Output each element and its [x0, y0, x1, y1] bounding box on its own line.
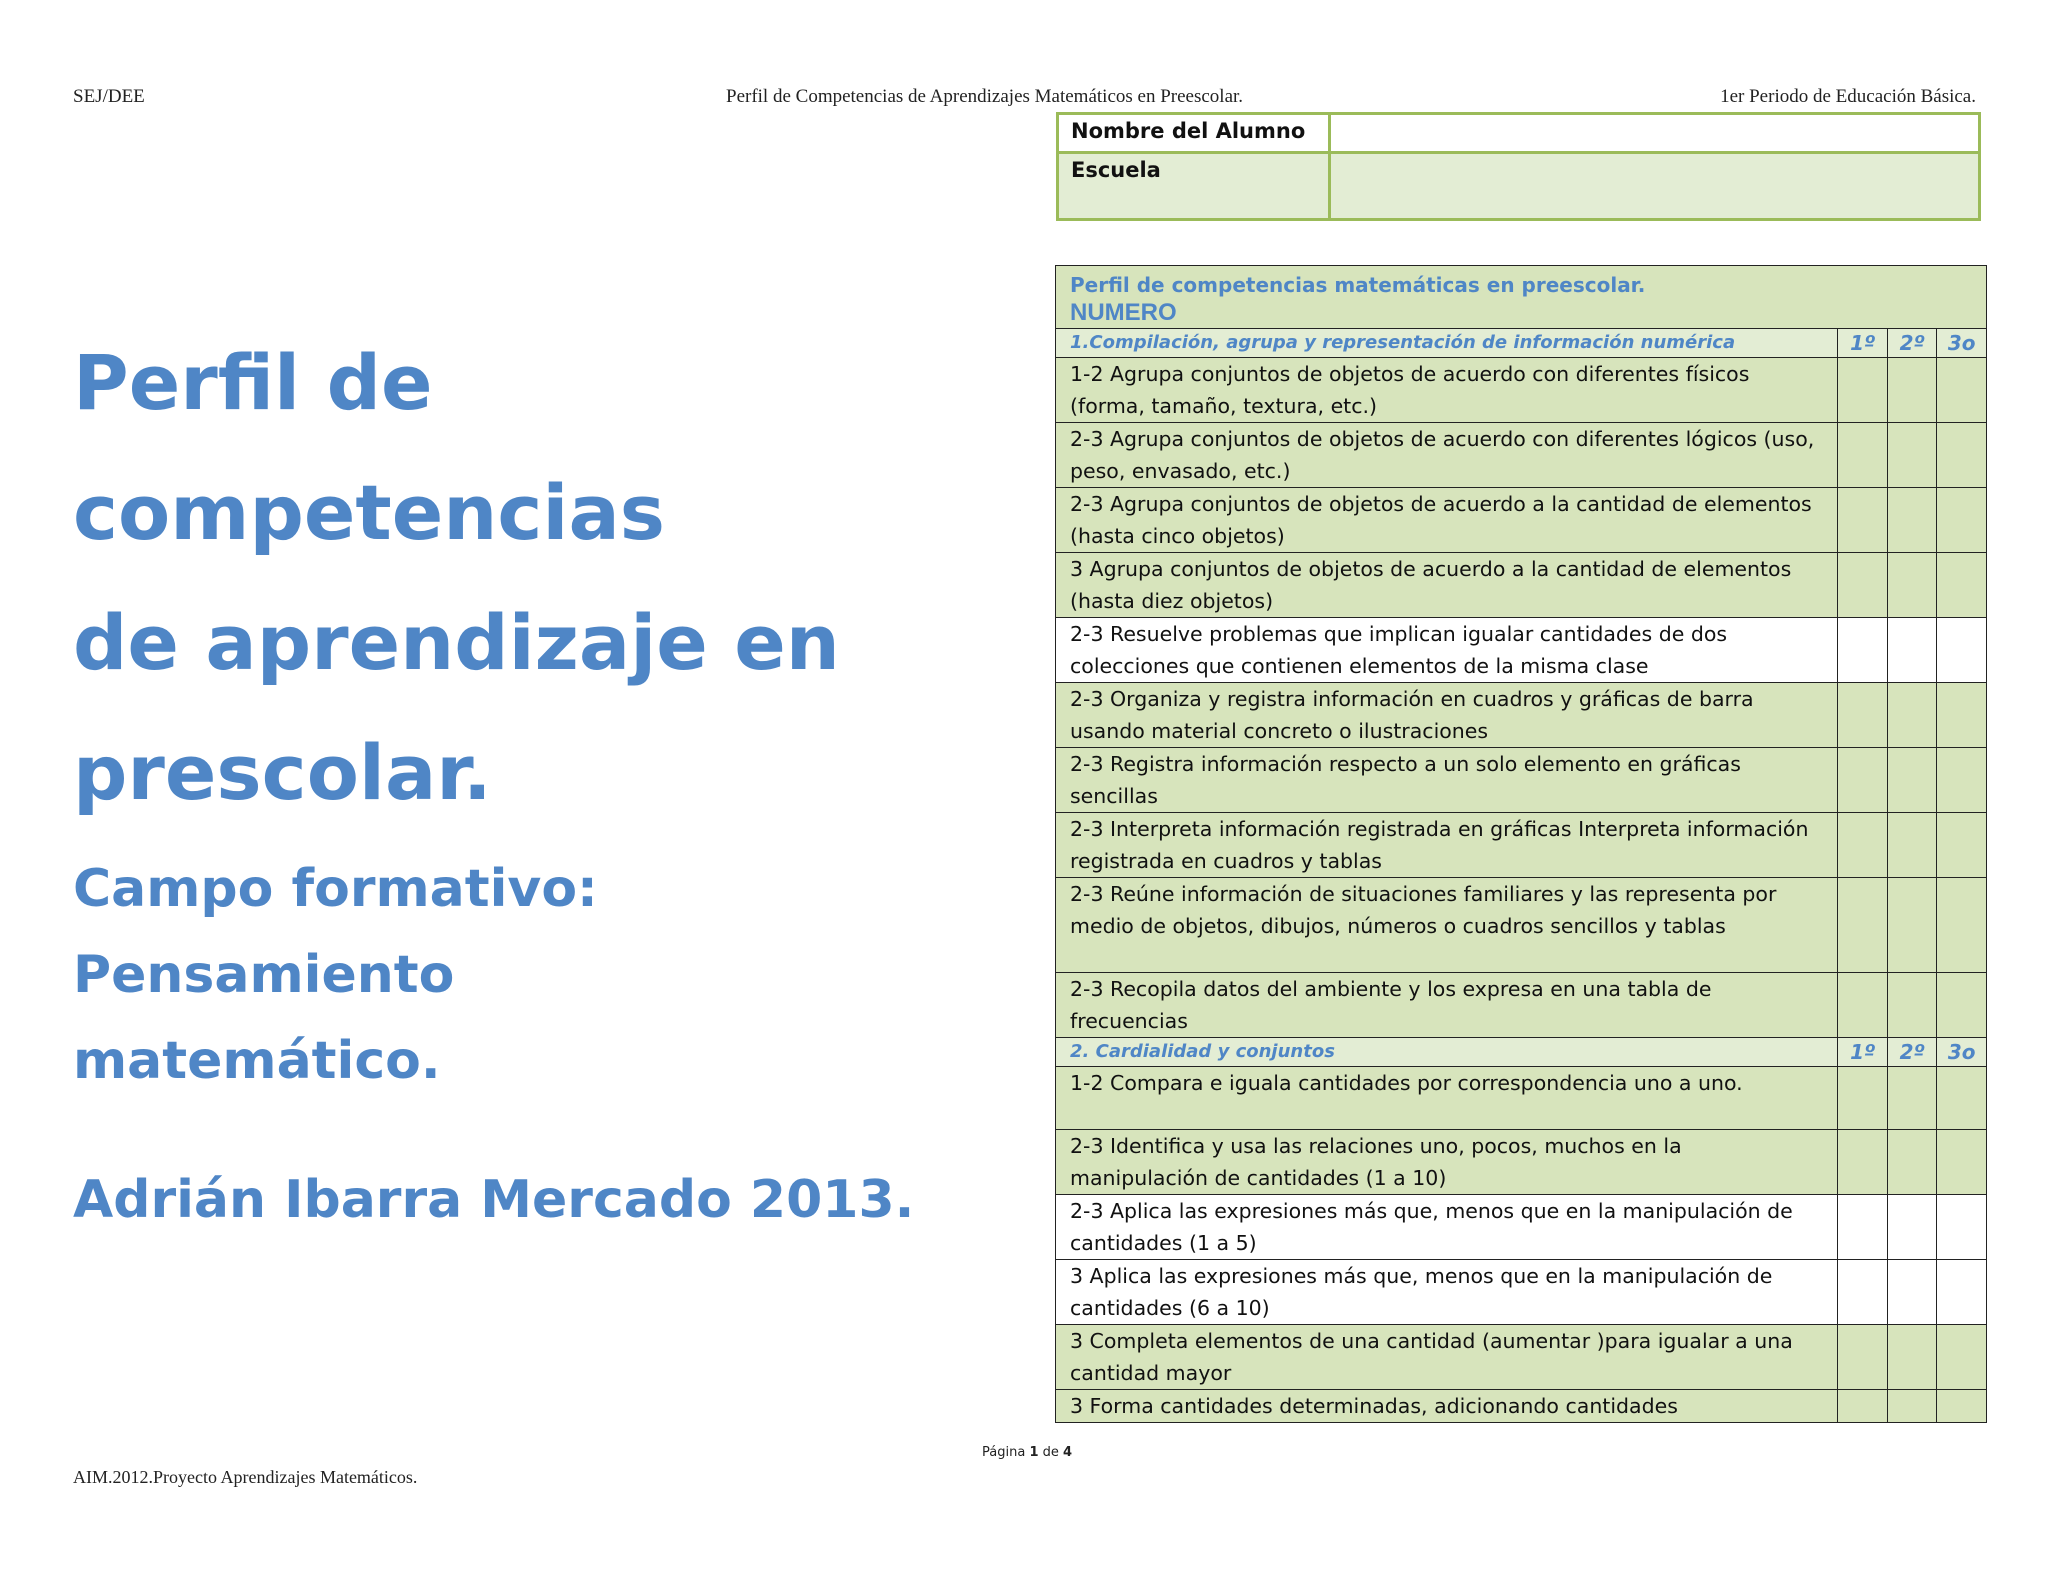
period-2-header: 2º — [1887, 1038, 1937, 1067]
competency-text: 3 Agrupa conjuntos de objetos de acuerdo a la cantidad de elementos (hasta diez objetos) — [1056, 553, 1838, 618]
period-3-header: 3o — [1937, 1038, 1987, 1067]
competency-text: 2-3 Registra información respecto a un solo elemento en gráficas sencillas — [1056, 748, 1838, 813]
student-name-field[interactable] — [1330, 114, 1980, 153]
footer-text: AIM.2012.Proyecto Aprendizajes Matemáticos. — [73, 1467, 418, 1487]
period-2-header: 2º — [1887, 329, 1937, 358]
document-title — [73, 318, 973, 838]
period-1-cell[interactable] — [1838, 748, 1888, 813]
period-1-cell[interactable] — [1838, 1390, 1888, 1423]
period-2-cell[interactable] — [1887, 683, 1937, 748]
period-3-cell[interactable] — [1937, 1067, 1987, 1130]
period-2-cell[interactable] — [1887, 618, 1937, 683]
period-3-cell[interactable] — [1937, 488, 1987, 553]
period-3-cell[interactable] — [1937, 423, 1987, 488]
period-3-cell[interactable] — [1937, 1130, 1987, 1195]
competency-text: 2-3 Recopila datos del ambiente y los expresa en una tabla de frecuencias — [1056, 973, 1838, 1038]
period-3-cell[interactable] — [1937, 813, 1987, 878]
table-row — [1056, 748, 1987, 813]
period-3-cell[interactable] — [1937, 1260, 1987, 1325]
table-row — [1056, 553, 1987, 618]
table-row — [1056, 1195, 1987, 1260]
competency-text: 3 Aplica las expresiones más que, menos que en la manipulación de cantidades (6 a 10) — [1056, 1260, 1838, 1325]
period-2-cell[interactable] — [1887, 553, 1937, 618]
period-2-cell[interactable] — [1887, 813, 1937, 878]
title-line-1: Perfil de competencias — [73, 338, 666, 557]
period-2-cell[interactable] — [1887, 1325, 1937, 1390]
period-2-cell[interactable] — [1887, 1195, 1937, 1260]
period-2-cell[interactable] — [1887, 1130, 1937, 1195]
competency-text: 1-2 Compara e iguala cantidades por correspondencia uno a uno. — [1056, 1067, 1838, 1130]
period-3-cell[interactable] — [1937, 1195, 1987, 1260]
page-number — [982, 1445, 1072, 1460]
period-1-cell[interactable] — [1838, 488, 1888, 553]
competency-text: 3 Completa elementos de una cantidad (aumentar )para igualar a una cantidad mayor — [1056, 1325, 1838, 1390]
period-1-cell[interactable] — [1838, 618, 1888, 683]
student-info-table — [1056, 112, 1981, 221]
competency-text: 2-3 Interpreta información registrada en gráficas Interpreta información registrada en cuadros y tablas — [1056, 813, 1838, 878]
page-of: de — [1042, 1445, 1059, 1460]
student-name-label: Nombre del Alumno — [1058, 114, 1330, 153]
period-2-cell[interactable] — [1887, 1390, 1937, 1423]
competency-text: 2-3 Aplica las expresiones más que, menos que en la manipulación de cantidades (1 a 5) — [1056, 1195, 1838, 1260]
period-3-cell[interactable] — [1937, 358, 1987, 423]
table-row — [1056, 1130, 1987, 1195]
table-row — [1056, 683, 1987, 748]
period-1-header: 1º — [1838, 1038, 1888, 1067]
title-line-2: de aprendizaje en — [73, 598, 840, 687]
table-heading-subtitle: NUMERO — [1070, 299, 1177, 326]
period-2-cell[interactable] — [1887, 1260, 1937, 1325]
period-3-cell[interactable] — [1937, 878, 1987, 973]
page-label: Página — [982, 1445, 1026, 1460]
section-2-title: 2. Cardialidad y conjuntos — [1056, 1038, 1838, 1067]
period-2-cell[interactable] — [1887, 358, 1937, 423]
period-1-cell[interactable] — [1838, 683, 1888, 748]
school-field[interactable] — [1330, 153, 1980, 220]
page-current: 1 — [1029, 1445, 1039, 1460]
competency-text: 1-2 Agrupa conjuntos de objetos de acuerdo con diferentes físicos (forma, tamaño, textura, etc.) — [1056, 358, 1838, 423]
period-3-cell[interactable] — [1937, 973, 1987, 1038]
title-line-3: prescolar. — [73, 728, 492, 817]
competency-text: 2-3 Reúne información de situaciones familiares y las representa por medio de objetos, dibujos, números o cuadros sencillos y tablas — [1056, 878, 1838, 973]
period-1-cell[interactable] — [1838, 878, 1888, 973]
period-3-cell[interactable] — [1937, 618, 1987, 683]
campo-line-2: matemático. — [73, 1031, 441, 1091]
period-1-header: 1º — [1838, 329, 1888, 358]
header-center: Perfil de Competencias de Aprendizajes Matemáticos en Preescolar. — [726, 86, 1244, 107]
period-1-cell[interactable] — [1838, 813, 1888, 878]
section-1-title: 1.Compilación, agrupa y representación de información numérica — [1056, 329, 1838, 358]
header-left: SEJ/DEE — [73, 86, 145, 107]
period-3-cell[interactable] — [1937, 748, 1987, 813]
table-row — [1056, 813, 1987, 878]
period-2-cell[interactable] — [1887, 1067, 1937, 1130]
table-row — [1056, 488, 1987, 553]
table-heading-title: Perfil de competencias matemáticas en preescolar. — [1070, 273, 1646, 297]
table-row — [1056, 1067, 1987, 1130]
competency-text: 2-3 Agrupa conjuntos de objetos de acuerdo a la cantidad de elementos (hasta cinco objetos) — [1056, 488, 1838, 553]
table-row — [1056, 973, 1987, 1038]
table-row — [1056, 358, 1987, 423]
period-2-cell[interactable] — [1887, 423, 1937, 488]
period-1-cell[interactable] — [1838, 423, 1888, 488]
competency-text: 3 Forma cantidades determinadas, adicionando cantidades — [1056, 1390, 1838, 1423]
campo-line-1: Campo formativo: Pensamiento — [73, 859, 598, 1005]
period-2-cell[interactable] — [1887, 488, 1937, 553]
competency-text: 2-3 Agrupa conjuntos de objetos de acuerdo con diferentes lógicos (uso, peso, envasado, etc.) — [1056, 423, 1838, 488]
period-3-cell[interactable] — [1937, 683, 1987, 748]
competency-text: 2-3 Organiza y registra información en cuadros y gráficas de barra usando material concreto o ilustraciones — [1056, 683, 1838, 748]
page-total: 4 — [1063, 1445, 1073, 1460]
school-label: Escuela — [1058, 153, 1330, 220]
table-row — [1056, 1260, 1987, 1325]
period-1-cell[interactable] — [1838, 973, 1888, 1038]
period-1-cell[interactable] — [1838, 1195, 1888, 1260]
table-row — [1056, 878, 1987, 973]
period-2-cell[interactable] — [1887, 748, 1937, 813]
period-3-cell[interactable] — [1937, 1390, 1987, 1423]
period-1-cell[interactable] — [1838, 1260, 1888, 1325]
header-right: 1er Periodo de Educación Básica. — [1720, 86, 1976, 107]
author: Adrián Ibarra Mercado 2013. — [73, 1170, 915, 1230]
table-row — [1056, 1390, 1987, 1423]
table-heading — [1056, 266, 1987, 329]
table-row — [1056, 1325, 1987, 1390]
period-1-cell[interactable] — [1838, 1130, 1888, 1195]
period-1-cell[interactable] — [1838, 358, 1888, 423]
period-2-cell[interactable] — [1887, 878, 1937, 973]
period-3-cell[interactable] — [1937, 553, 1987, 618]
competency-text: 2-3 Resuelve problemas que implican igualar cantidades de dos colecciones que contienen elementos de la misma clase — [1056, 618, 1838, 683]
campo-formativo — [73, 846, 973, 1104]
competencies-table — [1055, 265, 1987, 1423]
period-3-cell[interactable] — [1937, 1325, 1987, 1390]
period-2-cell[interactable] — [1887, 973, 1937, 1038]
period-3-header: 3o — [1937, 329, 1987, 358]
table-row — [1056, 618, 1987, 683]
period-1-cell[interactable] — [1838, 1325, 1888, 1390]
period-1-cell[interactable] — [1838, 553, 1888, 618]
table-row — [1056, 423, 1987, 488]
competency-text: 2-3 Identifica y usa las relaciones uno, pocos, muchos en la manipulación de cantidades (1 a 10) — [1056, 1130, 1838, 1195]
period-1-cell[interactable] — [1838, 1067, 1888, 1130]
